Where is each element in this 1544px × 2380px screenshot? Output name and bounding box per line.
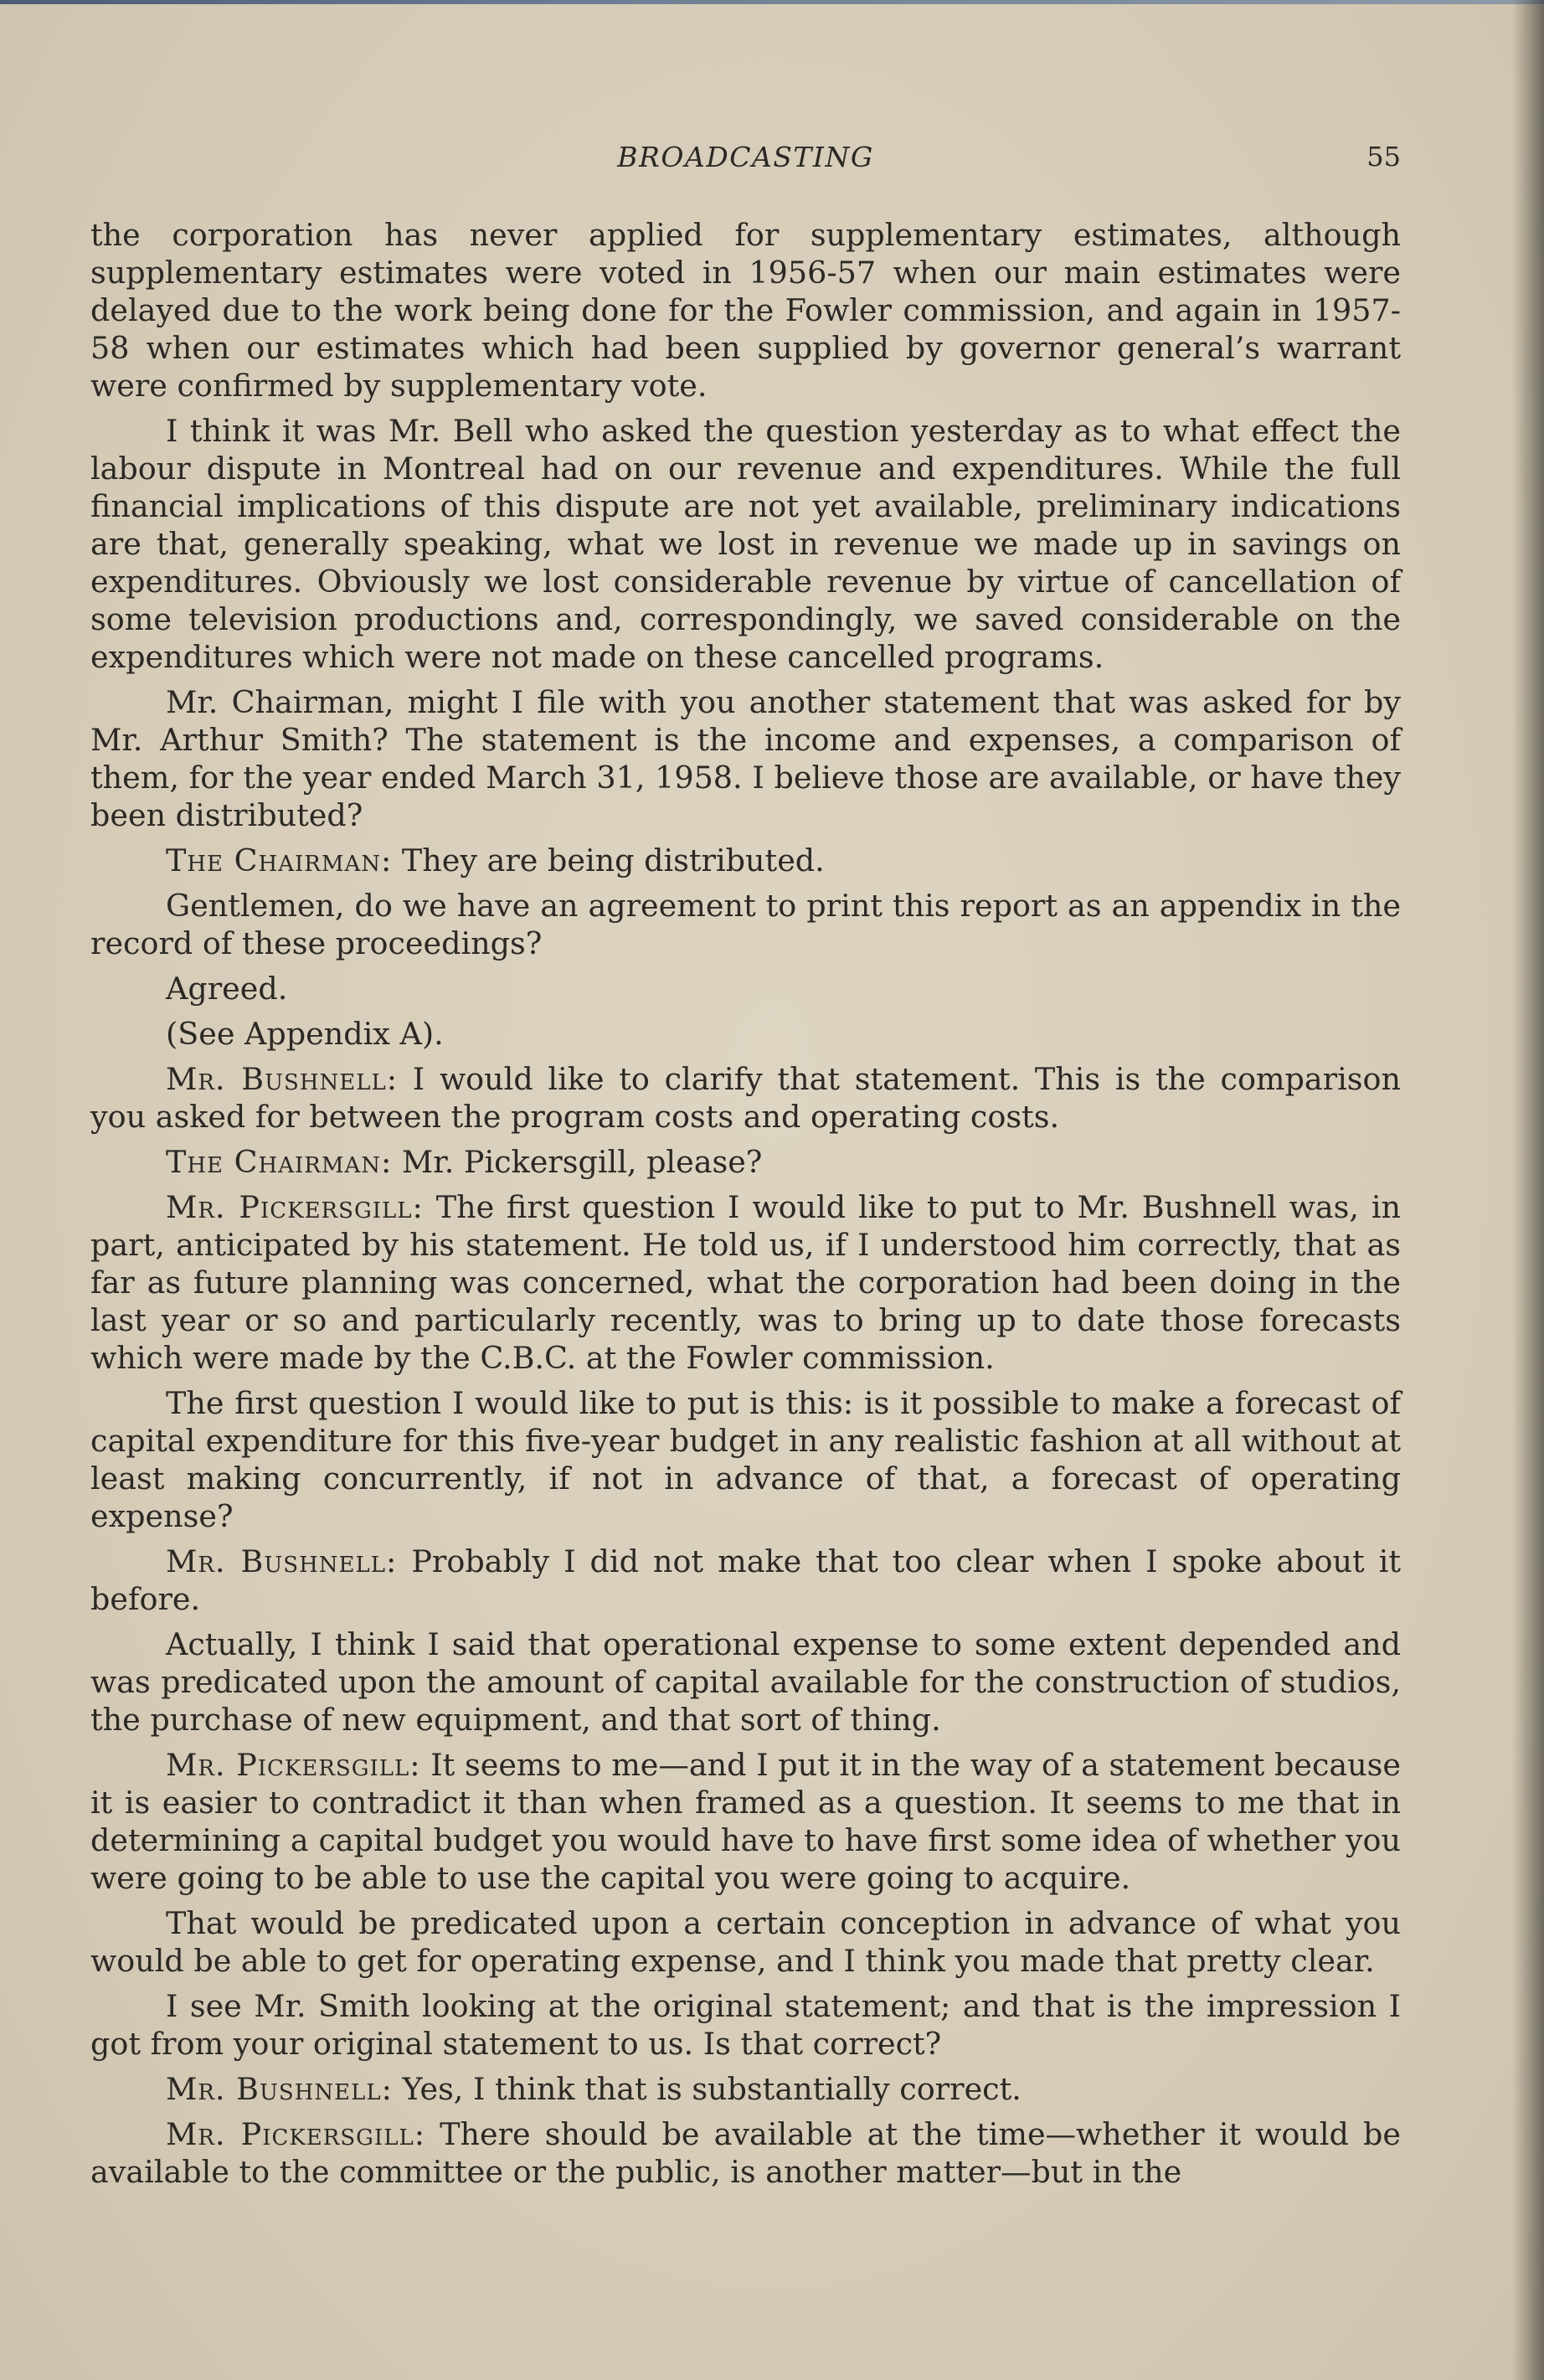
- paragraph-text: That would be predicated upon a certain conception in advance of what you would be able to get for operating expense, and I think you made that pretty clear.: [90, 1905, 1401, 1979]
- paragraph: [90, 1543, 1401, 1618]
- paragraph-text: (See Appendix A).: [166, 1016, 444, 1052]
- paragraph: [90, 216, 1401, 404]
- page-number: 55: [1366, 141, 1401, 173]
- paragraph-text: The first question I would like to put is this: is it possible to make a forecast of capital expenditure for this five-year budget in any realistic fashion at all without at least making concurrently, if not in advance of that, a forecast of operating expense?: [90, 1385, 1401, 1534]
- paragraph: [90, 683, 1401, 834]
- paragraph-text: Mr. Chairman, might I file with you another statement that was asked for by Mr. Arthur Smith? The statement is the income and expenses, a comparison of them, for the year ended March 31, 1958. I believe those are available, or have they been distributed?: [90, 684, 1401, 833]
- paragraph: [90, 412, 1401, 676]
- paragraph-text: Mr. Pickersgill, please?: [401, 1144, 763, 1180]
- paragraph: [90, 1625, 1401, 1739]
- binding-shadow: [1512, 0, 1544, 2380]
- top-edge-decoration: [0, 0, 1544, 4]
- paragraph-text: They are being distributed.: [401, 842, 825, 878]
- speaker-label: Mr. Bushnell:: [166, 1061, 399, 1097]
- paragraph: [90, 1746, 1401, 1897]
- paragraph-text: The first question I would like to put to Mr. Bushnell was, in part, anticipated by his statement. He told us, if I understood him correctly, that as far as future planning was concerned, what the corporation had been doing in the last year or so and particularly recently, was to bring up to date those forecasts which were made by the C.B.C. at the Fowler commission.: [90, 1189, 1401, 1376]
- paragraph: [90, 1188, 1401, 1377]
- page-header: [90, 141, 1401, 183]
- paragraph: [90, 970, 1401, 1007]
- paragraph: [90, 2070, 1401, 2108]
- speaker-label: Mr. Pickersgill:: [166, 1747, 421, 1783]
- paragraph: [90, 1015, 1401, 1053]
- paragraph-text: I see Mr. Smith looking at the original statement; and that is the impression I got from your original statement to us. Is that correct?: [90, 1988, 1401, 2062]
- paragraph: [90, 842, 1401, 879]
- paragraph: [90, 887, 1401, 962]
- paragraph-text: the corporation has never applied for supplementary estimates, although supplementary estimates were voted in 1956-57 when our main estimates were delayed due to the work being done for the Fowler commission, and again in 1957-58 when our estimates which had been supplied by governor general’s warrant were confirmed by supplementary vote.: [90, 217, 1401, 404]
- speaker-label: The Chairman:: [166, 842, 393, 878]
- paragraph-text: Actually, I think I said that operational expense to some extent depended and was predicated upon the amount of capital available for the construction of studios, the purchase of new equipment, and that sort of thing.: [90, 1626, 1401, 1738]
- paragraph-text: I would like to clarify that statement. This is the comparison you asked for between the program costs and operating costs.: [90, 1061, 1401, 1135]
- speaker-label: Mr. Pickersgill:: [166, 2116, 426, 2152]
- paragraph-text: Yes, I think that is substantially correct.: [402, 2071, 1022, 2107]
- paragraph-text: Agreed.: [166, 971, 288, 1007]
- paragraph-text: There should be available at the time—whether it would be available to the committee or the public, is another matter—but in the: [90, 2116, 1401, 2190]
- paragraph-text: I think it was Mr. Bell who asked the question yesterday as to what effect the labour dispute in Montreal had on our revenue and expenditures. While the full financial implications of this dispute are not yet available, preliminary indications are that, generally speaking, what we lost in revenue we made up in savings on expenditures. Obviously we lost considerable revenue by virtue of cancellation of some television productions and, correspondingly, we saved considerable on the expenditures which were not made on these cancelled programs.: [90, 413, 1401, 675]
- paragraph-text: It seems to me—and I put it in the way of a statement because it is easier to contradict it than when framed as a question. It seems to me that in determining a capital budget you would have to have first some idea of whether you were going to be able to use the capital you were going to acquire.: [90, 1747, 1401, 1896]
- paragraph: [90, 1384, 1401, 1535]
- paragraph: [90, 1060, 1401, 1136]
- paragraph-text: Gentlemen, do we have an agreement to print this report as an appendix in the record of these proceedings?: [90, 888, 1401, 961]
- speaker-label: The Chairman:: [166, 1144, 393, 1180]
- paragraph: [90, 1904, 1401, 1980]
- paragraph: [90, 1143, 1401, 1181]
- speaker-label: Mr. Bushnell:: [166, 1543, 398, 1579]
- paragraph: [90, 2115, 1401, 2191]
- paragraph: [90, 1987, 1401, 2063]
- paragraph-text: Probably I did not make that too clear when I spoke about it before.: [90, 1543, 1401, 1617]
- page-body: [90, 216, 1401, 2198]
- speaker-label: Mr. Pickersgill:: [166, 1189, 424, 1225]
- speaker-label: Mr. Bushnell:: [166, 2071, 393, 2107]
- running-title: BROADCASTING: [617, 141, 874, 173]
